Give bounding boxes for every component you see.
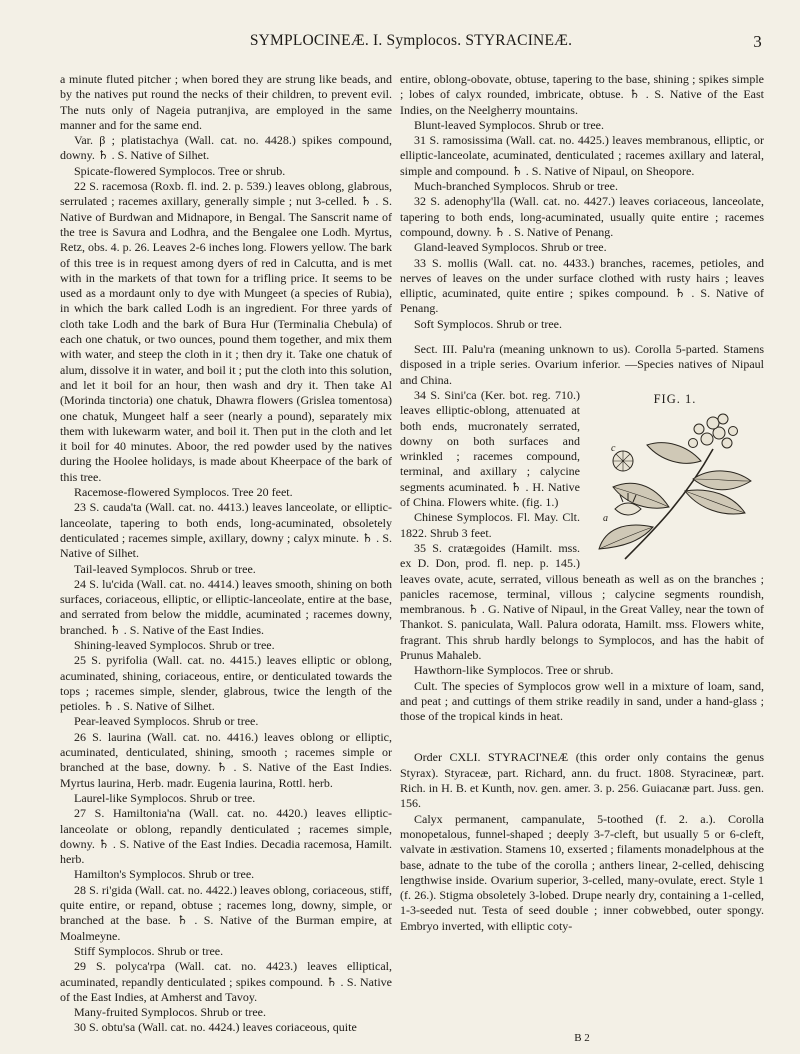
paragraph: Gland-leaved Symplocos. Shrub or tree. <box>414 240 607 255</box>
paragraph: 28 S. ri'gida (Wall. cat. no. 4422.) leaves oblong, coriaceous, stiff, quite entire, or repand, obtuse ; racemes long, downy, simple, or branched at the base. ♄ . S. Native of the Burman empire, at Moalmeyne. <box>60 882 392 943</box>
paragraph: Racemose-flowered Symplocos. Tree 20 feet. <box>74 485 293 500</box>
section-heading: Sect. III. Palu'ra (meaning unknown to us). Corolla 5-parted. Stamens disposed in a triple series. Ovarium inferior. —Species natives of Nipaul and China. <box>400 342 764 387</box>
paragraph: Hamilton's Symplocos. Shrub or tree. <box>74 867 255 882</box>
paragraph: Many-fruited Symplocos. Shrub or tree. <box>74 1005 266 1020</box>
paragraph: Calyx permanent, campanulate, 5-toothed (f. 2. a.). Corolla monopetalous, funnel-shaped ; deeply 3-7-cleft, but usually 5 or 6-cleft, valvate in æstivation. Stamens 10, exserted ; filaments monadelphous at the base, adnate to the tube of the corolla ; anthers linear, 2-celled, dehiscing lengthwise inside. Ovarium superior, 3-celled, many-ovulate, erect. Style 1 (f. 26.). Stigma obsoletely 3-lobed. Drupe nearly dry, containing a 1-celled, 1-3-seeded nut. Testa of seed double ; inner cobwebbed, outer spongy. Embryo inverted, with elliptic coty- <box>400 811 764 933</box>
paragraph: 35 S. cratægoides (Hamilt. mss. ex D. Don, prod. fl. nep. p. 145.) leaves ovate, acute, serrated, villous beneath as well as on the branches ; panicles racemose, terminal, villous ; calycine segments roundish, membranous. ♄ . G. Native of Nipaul, in the Great Valley, near the town of Thankot. S. paniculata, Wall. Palura odorata, Hamilt. mss. Flowers white, fragrant. This shrub hardly belongs to Symplocos, and has the habit of Prunus Mahaleb. <box>400 540 764 662</box>
paragraph: 26 S. laurina (Wall. cat. no. 4416.) leaves oblong or elliptic, acuminated, denticulated, shining, smooth ; racemes simple or branched at the base, downy. ♄ . S. Native of the East Indies. Myrtus laurina, Herb. madr. Eugenia laurina, Rottl. herb. <box>60 729 392 790</box>
paragraph: 31 S. ramosissima (Wall. cat. no. 4425.) leaves membranous, elliptic, or elliptic-lanceolate, acuminated, denticulated ; racemes axillary and lateral, simple and compound. ♄ . S. Native of Nipaul, on Sheopore. <box>400 133 764 178</box>
leaf <box>693 471 751 490</box>
paragraph: Shining-leaved Symplocos. Shrub or tree. <box>74 637 275 652</box>
paragraph: Hawthorn-like Symplocos. Tree or shrub. <box>414 663 614 678</box>
paragraph: Spicate-flowered Symplocos. Tree or shrub. <box>74 163 286 178</box>
figure-mark-a: a <box>603 513 608 525</box>
paragraph: a minute fluted pitcher ; when bored they are strung like beads, and by the natives put round the necks of their children, to prevent evil. The nuts only of Nageia putranjiva, are employed in the same manner and for the same end. <box>60 72 392 132</box>
paragraph: 25 S. pyrifolia (Wall. cat. no. 4415.) leaves elliptic or oblong, acuminated, shining, coriaceous, entire, or denticulated towards the tops ; racemes simple, slender, glabrous, twice the length of the petioles. ♄ . S. Native of Silhet. <box>60 653 392 714</box>
paragraph: entire, oblong-obovate, obtuse, tapering to the base, shining ; spikes simple ; lobes of calyx rounded, imbricate, obtuse. ♄ . S. Native of the East Indies, on the Neelgherry mountains. <box>400 72 764 117</box>
paragraph: 34 S. Sini'ca (Ker. bot. reg. 710.) leaves elliptic-oblong, attenuated at both ends, mucronately serrated, downy on both surfaces and wrinkled ; racemes compound, terminal, and axillary ; calycine segments acuminated. ♄ . H. Native of China. Flowers white. (fig. 1.) <box>400 387 580 510</box>
paragraph: 33 S. mollis (Wall. cat. no. 4433.) branches, racemes, petioles, and nerves of leaves on the under surface clothed with rusty hairs ; leaves elliptic, acuminated, quite entire ; spikes compound. ♄ . S. Native of Penang. <box>400 255 764 316</box>
paragraph: Blunt-leaved Symplocos. Shrub or tree. <box>414 117 604 132</box>
paragraph: 24 S. lu'cida (Wall. cat. no. 4414.) leaves smooth, shining on both surfaces, coriaceous, elliptic, or elliptic-lanceolate, entire at the base, and serrated from below the middle, acuminated ; racemes downy, branched. ♄ . S. Native of the East Indies. <box>60 576 392 637</box>
figure-mark-c: c <box>611 443 616 455</box>
left-column <box>60 72 392 1036</box>
order-heading: Order CXLI. STYRACI'NEÆ (this order only contains the genus Styrax). Styraceæ, part. Richard, ann. du fruct. 1808. Styracineæ, part. Rich. in H. B. et Kunth, nov. gen. amer. 3. p. 256. Guiacanæ part. Juss. gen. 156. <box>400 750 764 811</box>
figure-label: FIG. 1. <box>653 391 697 406</box>
paragraph: 29 S. polyca'rpa (Wall. cat. no. 4423.) leaves elliptical, acuminated, repandly denticulated ; spikes compound. ♄ . S. Native of the East Indies, at Amherst and Tavoy. <box>60 959 392 1004</box>
signature-mark: B 2 <box>574 1032 590 1044</box>
paragraph: 22 S. racemosa (Roxb. fl. ind. 2. p. 539.) leaves oblong, glabrous, serrulated ; racemes axillary, generally simple ; nut 3-celled. ♄ . S. Native of Burdwan and Midnapore, in Bengal. The Sanscrit name of the tree is Savura and Lodhra, and the Bengalee one Lodh. Myrtus, Retz, obs. 4. p. 26. Leaves 2-6 inches long. Flowers yellow. The bark of this tree is in request among dyers of red in Calcutta, and is met with in the markets of that town for a trifling price. It seems to be used as a mordaunt only to dye with Mungeet (a species of Rubia), in which the bark called Lodh is an ingredient. For three yards of cloth take Lodh and the bark of Bura Hur (Terminalia Chebula) of each one chatuk, or two ounces, pound them together, and mix them with water, and steep the cloth in it ; then dry it. Take one chatuk of alum, dissolve it in water, and boil it ; put the cloth into this solution, and let it boil for an hour, then wash and dry it. Then take Al (Morinda tinctoria) one chatuk, Dhawra flowers (Grislea tomentosa) one chatuk, Mungeet half a seer (nearly a pound), separately mix them with lukewarm water, and boil it. Then put in the cloth and let it boil for 40 minutes. Aboor, the red powder used by the natives during the Hoolee holidays, is made about Kheerpace of the bark of this tree. <box>60 179 392 484</box>
paragraph: 30 S. obtu'sa (Wall. cat. no. 4424.) leaves coriaceous, quite <box>74 1020 357 1035</box>
page-number: 3 <box>753 32 762 51</box>
paragraph: Stiff Symplocos. Shrub or tree. <box>74 943 224 958</box>
paragraph: Soft Symplocos. Shrub or tree. <box>414 316 562 331</box>
paragraph: Chinese Symplocos. Fl. May. Clt. 1822. Shrub 3 feet. <box>400 510 580 540</box>
paragraph: Cult. The species of Symplocos grow well in a mixture of loam, sand, and peat ; and cuttings of them strike readily in sand, under a hand-glass ; those of the tropical kinds in heat. <box>400 678 764 724</box>
plant-illustration <box>595 409 755 569</box>
figure-1 <box>586 392 764 569</box>
paragraph: Pear-leaved Symplocos. Shrub or tree. <box>74 714 259 729</box>
paragraph: Var. β ; platistachya (Wall. cat. no. 4428.) spikes compound, downy. ♄ . S. Native of Silhet. <box>60 133 392 163</box>
paragraph: 23 S. cauda'ta (Wall. cat. no. 4413.) leaves lanceolate, or elliptic-lanceolate, tapering to both ends, long-acuminated, obsoletely denticulated ; racemes simple, axillary, downy ; calyx minute. ♄ . S. Native of Silhet. <box>60 500 392 561</box>
paragraph: Laurel-like Symplocos. Shrub or tree. <box>74 790 256 805</box>
header-title: SYMPLOCINEÆ. I. Symplocos. STYRACINEÆ. <box>249 32 573 49</box>
paragraph: Much-branched Symplocos. Shrub or tree. <box>414 179 618 194</box>
paragraph: 32 S. adenophy'lla (Wall. cat. no. 4427.) leaves coriaceous, lanceolate, tapering to both ends, long-acuminated, usually quite entire ; racemes compound, downy. ♄ . S. Native of Penang. <box>400 194 764 239</box>
paragraph: 27 S. Hamiltonia'na (Wall. cat. no. 4420.) leaves elliptic-lanceolate or oblong, repandly denticulated ; racemes simple, downy. ♄ . S. Native of the East Indies. Decadia racemosa, Hamilt. herb. <box>60 806 392 867</box>
paragraph: Tail-leaved Symplocos. Shrub or tree. <box>74 561 256 576</box>
running-header <box>60 32 762 54</box>
flower-cluster <box>689 414 738 448</box>
right-column <box>400 72 764 934</box>
flower-detail-c <box>613 451 633 471</box>
